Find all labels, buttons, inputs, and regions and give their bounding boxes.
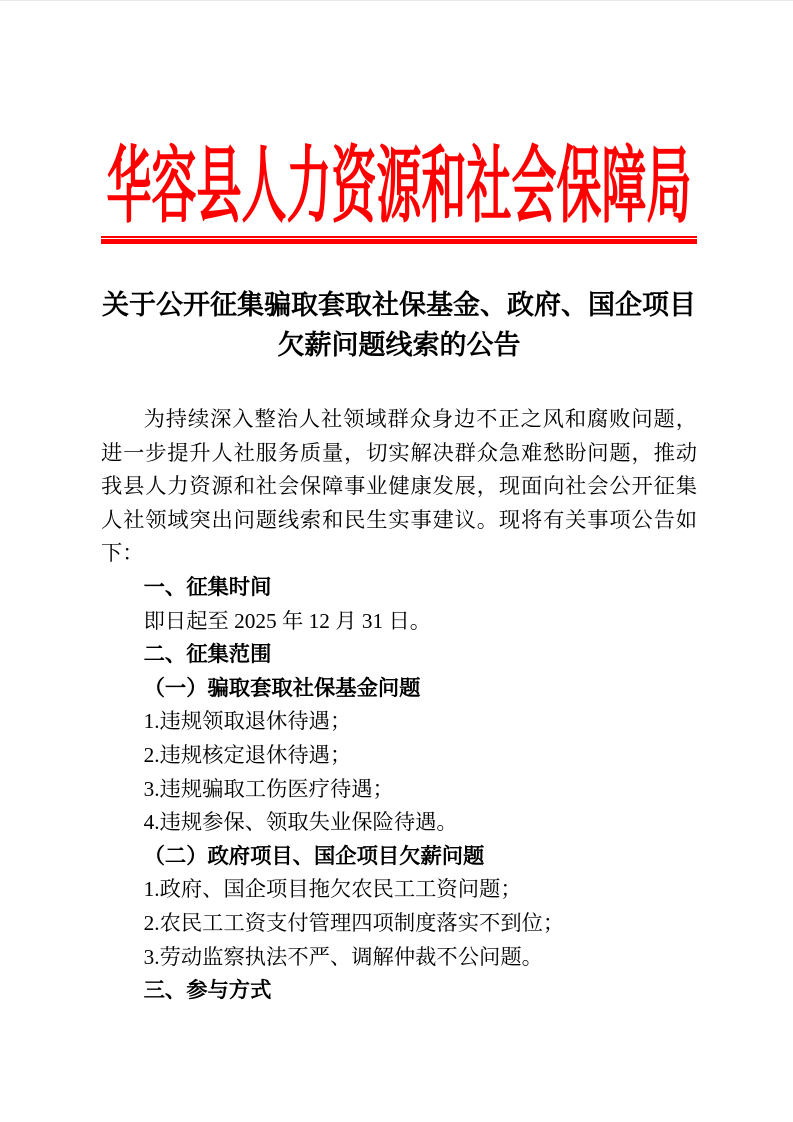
- letterhead-divider: [101, 236, 697, 244]
- divider-thin-line: [101, 236, 697, 238]
- intro-paragraph: 为持续深入整治人社领域群众身边不正之风和腐败问题，进一步提升人社服务质量，切实解决群众急难愁盼问题，推动我县人力资源和社会保障事业健康发展，现面向社会公开征集人社领域突出问题线索和民生实事建议。现将有关事项公告如下：: [101, 407, 697, 566]
- section-heading-1: 一、征集时间: [143, 574, 272, 599]
- list-item: 2.农民工工资支付管理四项制度落实不到位；: [143, 910, 565, 935]
- notice-title-line1: 关于公开征集骗取套取社保基金、政府、国企项目: [102, 290, 696, 320]
- list-item: 3.劳动监察执法不严、调解仲裁不公问题。: [143, 944, 543, 969]
- list-item: 4.违规参保、领取失业保险待遇。: [143, 810, 458, 835]
- collection-period: 即日起至 2025 年 12 月 31 日。: [143, 608, 432, 633]
- notice-body: [101, 403, 697, 1008]
- divider-thick-line: [101, 239, 697, 244]
- notice-title: [101, 285, 697, 365]
- subsection-heading-2: （二）政府项目、国企项目欠薪问题: [143, 843, 485, 868]
- list-item: 3.违规骗取工伤医疗待遇；: [143, 776, 394, 801]
- list-item: 1.违规领取退休待遇；: [143, 709, 352, 734]
- agency-name: 华容县人力资源和社会保障局: [106, 140, 692, 233]
- letterhead: [101, 132, 697, 233]
- list-item: 1.政府、国企项目拖欠农民工工资问题；: [143, 877, 522, 902]
- section-heading-2: 二、征集范围: [143, 642, 272, 667]
- list-item: 2.违规核定退休待遇；: [143, 742, 352, 767]
- notice-title-line2: 欠薪问题线索的公告: [277, 330, 521, 360]
- subsection-heading-1: （一）骗取套取社保基金问题: [143, 675, 421, 700]
- section-heading-3: 三、参与方式: [143, 978, 272, 1003]
